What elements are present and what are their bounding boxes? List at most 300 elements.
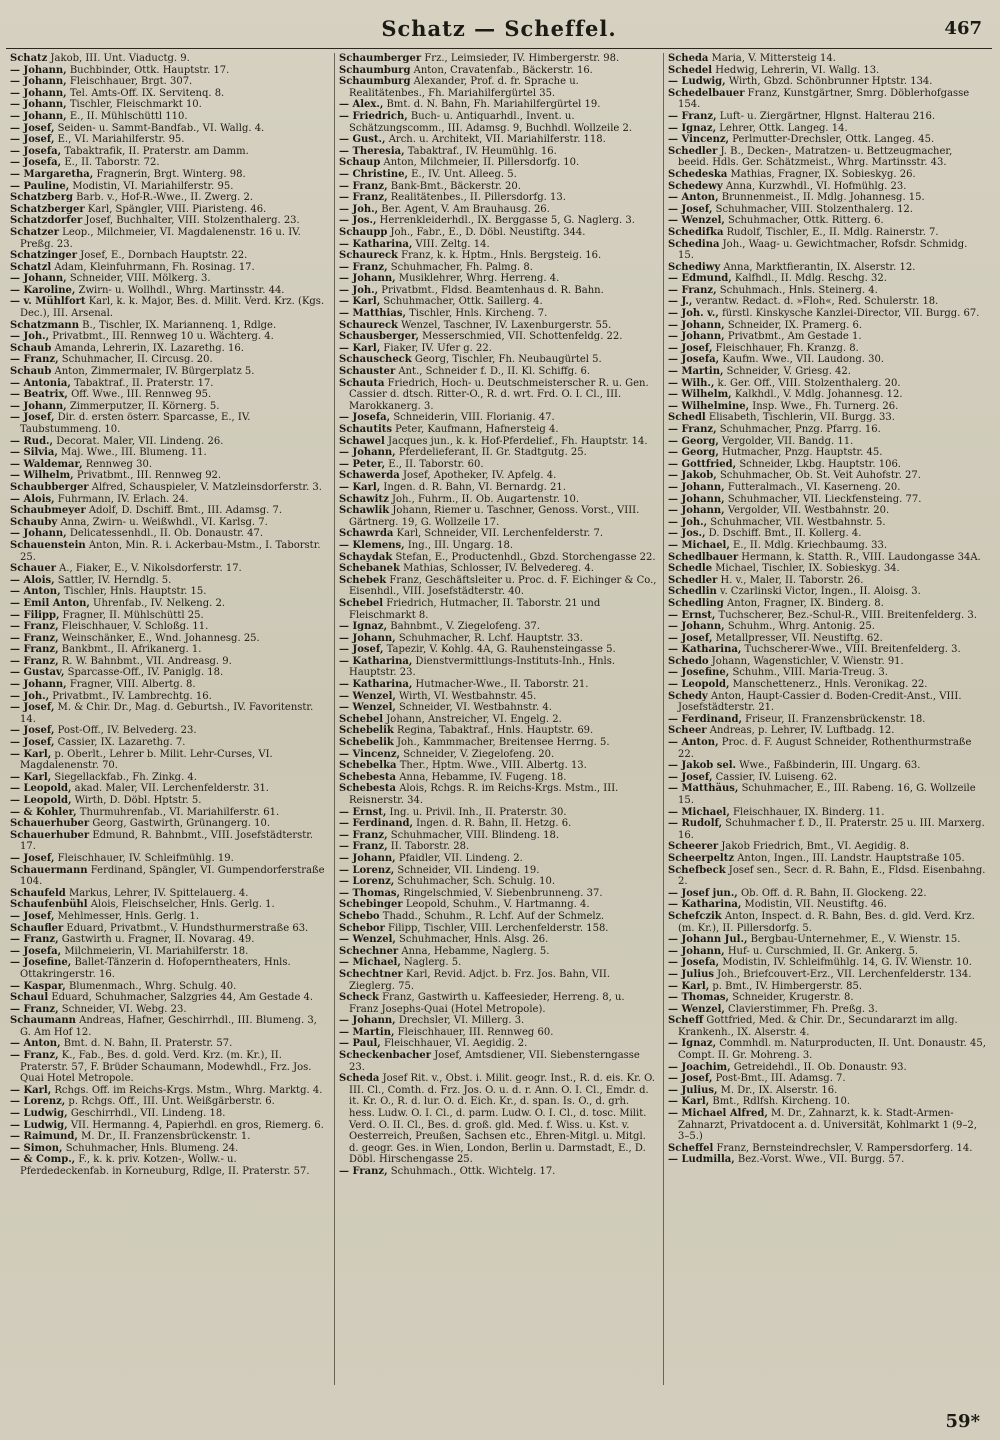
directory-entry: [10, 285, 328, 297]
entry-details: Joh., Briefcouvert-Erz., VII. Lerchenfelderstr. 134.: [713, 968, 972, 980]
directory-entry: [10, 1143, 328, 1155]
directory-entry: [339, 575, 657, 598]
entry-details: K., Fab., Bes. d. gold. Verd. Krz. (m. Kr.), II. Praterstr. 57, F. Brüder Schaumann, Modewhdl., Frz. Jos. Quai Hotel Metropole.: [20, 1050, 312, 1085]
entry-details: Modistin, IV. Schleifmühlg. 14, G. IV. Wienstr. 10.: [719, 957, 972, 969]
entry-details: Vergolder, VII. Westbahnstr. 20.: [724, 505, 890, 517]
entry-details: Ingen. d. R. Bahn, II. Hetzg. 6.: [412, 818, 572, 830]
entry-name: — Josef,: [10, 910, 55, 922]
entry-name: — Johann,: [10, 273, 67, 285]
entry-details: E., II. Mühlschüttl 110.: [66, 110, 188, 122]
entry-details: Alois, Rchgs. R. im Reichs-Krgs. Mstm., III. Reisnerstr. 34.: [349, 783, 619, 806]
entry-details: Edmund, R. Bahnbmt., VIII. Josefstädterstr. 17.: [20, 829, 314, 853]
directory-entry: [339, 262, 657, 274]
entry-name: Schebek: [339, 574, 387, 586]
directory-entry: [668, 412, 986, 424]
entry-details: Schneider, VI. Westbahnstr. 4.: [395, 702, 552, 714]
entry-details: II. Taborstr. 28.: [387, 841, 470, 853]
entry-details: Georg, Gastwirth, Grünangerg. 10.: [89, 818, 271, 830]
entry-details: Fleischhauer, VI. Aegidig. 2.: [380, 1038, 528, 1050]
entry-name: — Josef,: [10, 852, 55, 864]
entry-name: Schedling: [668, 597, 724, 609]
entry-details: Tabaktraf., IV. Heumühlg. 16.: [404, 145, 557, 157]
directory-entry: [10, 586, 328, 598]
entry-name: Schauscheck: [339, 354, 412, 366]
entry-details: Eduard, Schuhmacher, Salzgries 44, Am Gestade 4.: [48, 992, 314, 1004]
entry-name: — J.,: [668, 296, 693, 308]
entry-details: Schneider, VII. Lindeng. 19.: [394, 864, 540, 876]
entry-details: Josef sen., Secr. d. R. Bahn, E., Fldsd. Eisenbahng. 2.: [678, 864, 986, 888]
directory-entry: [668, 772, 986, 784]
entry-details: Alexander, Prof. d. fr. Sprache u. Realitätenbes., Fh. Mariahilfergürtel 35.: [349, 76, 579, 99]
directory-entry: [10, 1154, 328, 1177]
entry-details: Maria, V. Mittersteig 14.: [708, 53, 836, 64]
directory-entry: [668, 633, 986, 645]
directory-entry: [339, 1038, 657, 1050]
entry-name: Schawitz: [339, 493, 389, 505]
directory-entry: [339, 760, 657, 772]
entry-name: Schaydak: [339, 551, 393, 563]
entry-name: — Josefa,: [10, 145, 62, 157]
entry-details: Gottfried, Med. & Chir. Dr., Secundararzt im allg. Krankenh., IX. Alserstr. 4.: [678, 1015, 958, 1038]
entry-name: Schebinger: [339, 899, 403, 911]
entry-name: — Kaspar,: [10, 980, 66, 992]
entry-name: — Gustav,: [10, 667, 65, 679]
entry-details: Schneider, VIII. Mölkerg. 3.: [66, 273, 211, 285]
entry-details: Schuhmacher, VII. Westbahnstr. 5.: [707, 516, 886, 528]
directory-entry: [668, 725, 986, 737]
directory-entry: [339, 714, 657, 726]
directory-entry: [10, 459, 328, 471]
directory-entry: [668, 610, 986, 622]
entry-details: verantw. Redact. d. »Floh«, Red. Schulerstr. 18.: [692, 296, 939, 308]
entry-details: Seiden- u. Sammt-Bandfab., VI. Wallg. 4.: [54, 122, 265, 134]
entry-name: Schawrda: [339, 528, 394, 540]
entry-details: Buchbinder, Ottk. Hauptstr. 17.: [66, 64, 230, 76]
directory-entry: [339, 204, 657, 216]
entry-name: — Margaretha,: [10, 168, 94, 180]
directory-entry: [10, 192, 328, 204]
directory-entry: [339, 818, 657, 830]
directory-entry: [339, 563, 657, 575]
entry-details: Johann, Wagenstichler, V. Wienstr. 91.: [708, 655, 904, 667]
directory-entry: [668, 123, 986, 135]
entry-details: Schneider, Krugerstr. 8.: [729, 992, 854, 1004]
entry-details: Tischler, Hnls. Kircheng. 7.: [405, 308, 548, 320]
entry-details: Thurmuhrenfab., VI. Mariahilferstr. 61.: [76, 806, 280, 818]
entry-name: Schaub: [10, 342, 52, 354]
entry-details: Anna, Hebamme, Naglerg. 5.: [398, 945, 550, 957]
directory-entry: [668, 1073, 986, 1085]
entry-details: Zwirn- u. Wollhdl., Whrg. Martinsstr. 44.: [75, 284, 285, 296]
directory-entry: [10, 957, 328, 980]
entry-name: — Karl,: [668, 980, 710, 992]
entry-details: Karl, Schneider, VII. Lerchenfelderstr. 7.: [393, 528, 604, 540]
directory-entry: [10, 296, 328, 319]
entry-name: — Karl,: [339, 481, 381, 493]
directory-entry: [668, 447, 986, 459]
entry-details: M. Dr., Zahnarzt, k. k. Stadt-Armen-Zahnarzt, Privatdocent a. d. Universität, Kohlmarkt 1 (9–2, 3–5.): [678, 1108, 977, 1143]
entry-name: — Karl,: [339, 342, 381, 354]
entry-name: — Franz,: [668, 424, 717, 435]
entry-name: — Ludwig,: [10, 1108, 68, 1120]
entry-name: Schatz: [10, 53, 48, 64]
entry-name: — Josefa,: [668, 957, 720, 969]
entry-name: — Christine,: [339, 168, 408, 180]
directory-entry: [668, 401, 986, 413]
entry-details: Barb. v., Hof-R.-Wwe., II. Zwerg. 2.: [72, 192, 254, 204]
directory-entry: [339, 169, 657, 181]
entry-name: — Franz,: [10, 644, 59, 656]
entry-details: Jakob Friedrich, Bmt., VI. Aegidig. 8.: [718, 841, 910, 853]
entry-details: Tischler, Fleischmarkt 10.: [66, 99, 202, 111]
entry-name: — & Comp.,: [10, 1154, 76, 1166]
entry-details: Fragner, II. Mühlschüttl 25.: [59, 609, 204, 621]
entry-name: Schedelbauer: [668, 87, 745, 99]
directory-entry: [10, 992, 328, 1004]
directory-entry: [10, 934, 328, 946]
directory-entry: [668, 644, 986, 656]
entry-details: Modistin, VII. Neustiftg. 46.: [741, 899, 887, 911]
entry-name: — Wilhelm,: [10, 470, 74, 482]
entry-name: — Josef,: [10, 702, 55, 714]
directory-entry: [10, 702, 328, 725]
entry-details: Joh., Waag- u. Gewichtmacher, Rofsdr. Schmidg. 15.: [678, 238, 968, 262]
directory-entry: [668, 737, 986, 760]
directory-entry: [339, 923, 657, 935]
entry-details: Friedrich, Hoch- u. Deutschmeisterscher R. u. Gen. Cassier d. dtsch. Ritter-O., R. d. wrt. Frd. O. I. Cl., III. Marokkanerg. 3.: [349, 377, 649, 412]
directory-entry: [10, 644, 328, 656]
directory-entry: [339, 354, 657, 366]
entry-name: Schaubmeyer: [10, 505, 86, 517]
entry-details: Ther., Hptm. Wwe., VIII. Albertg. 13.: [396, 760, 587, 772]
entry-name: — Johann,: [668, 493, 725, 505]
entry-details: Wirth, VI. Westbahnstr. 45.: [395, 690, 537, 702]
directory-entry: [10, 598, 328, 610]
directory-entry: [668, 586, 986, 598]
entry-details: Friedrich, Hutmacher, II. Taborstr. 21 und Fleischmarkt 8.: [349, 597, 601, 621]
entry-name: — Johann,: [10, 99, 67, 111]
directory-entry: [339, 633, 657, 645]
entry-details: Bmt. d. N. Bahn, Fh. Mariahilfergürtel 19.: [383, 99, 601, 111]
entry-name: Schatzberger: [10, 203, 85, 215]
directory-entry: [339, 53, 657, 65]
entry-details: Uhrenfab., IV. Nelkeng. 2.: [89, 597, 225, 609]
entry-details: Anton, Inspect. d. R. Bahn, Bes. d. gld. Verd. Krz. (m. Kr.), II. Pillersdorfg. 5.: [678, 910, 975, 934]
directory-entry: [10, 389, 328, 401]
page-number: 467: [944, 18, 982, 39]
directory-entry: [10, 331, 328, 343]
directory-entry: [339, 227, 657, 239]
directory-columns: [6, 53, 992, 1385]
directory-entry: [10, 830, 328, 853]
entry-name: — Josef jun.,: [668, 887, 738, 899]
directory-entry: [10, 1085, 328, 1097]
directory-entry: [339, 702, 657, 714]
entry-name: — Wilhelmine,: [668, 400, 750, 412]
directory-entry: [668, 1038, 986, 1061]
entry-details: Tel. Amts-Off. IX. Servitenq. 8.: [66, 87, 225, 99]
entry-details: Ob. Off. d. R. Bahn, II. Glockeng. 22.: [737, 887, 927, 899]
directory-entry: [668, 215, 986, 227]
entry-name: — Jos.,: [668, 528, 706, 540]
entry-name: Scheffel: [668, 1142, 714, 1154]
entry-details: Gastwirth u. Fragner, II. Novarag. 49.: [58, 934, 255, 946]
entry-name: — Alois,: [10, 493, 55, 505]
entry-details: Post-Bmt., III. Adamsg. 7.: [712, 1073, 846, 1085]
entry-details: Pferdelieferant, II. Gr. Stadtgutg. 25.: [395, 447, 587, 459]
entry-name: — Josef,: [668, 632, 713, 644]
entry-details: F., k. k. priv. Kotzen-, Wollw.- u. Pferdedeckenfab. in Korneuburg, Rdlge, II. Praterstr. 57.: [20, 1154, 310, 1177]
entry-details: Maj. Wwe., III. Blumeng. 11.: [57, 447, 207, 459]
directory-entry: [339, 157, 657, 169]
entry-details: Wenzel, Taschner, IV. Laxenburgerstr. 55.: [397, 319, 612, 331]
entry-details: Brunnenmeist., II. Mdlg. Johannesg. 15.: [718, 192, 925, 204]
entry-name: — Josef,: [668, 342, 713, 354]
entry-name: — Franz,: [668, 110, 717, 122]
entry-details: Fragnerin, Brgt. Winterg. 98.: [93, 168, 246, 180]
entry-details: Schuhmach., Hnls. Steinerg. 4.: [716, 284, 878, 296]
directory-entry: [10, 482, 328, 494]
entry-details: Getreidehdl., II. Ob. Donaustr. 93.: [730, 1061, 907, 1073]
entry-details: Fuhrmann, IV. Erlach. 24.: [54, 493, 189, 505]
entry-name: Schedlbauer: [668, 551, 739, 563]
directory-entry: [10, 853, 328, 865]
entry-details: Schneider, V. Ziegelofeng. 20.: [400, 748, 555, 760]
entry-details: Anna, Kurzwhdl., VI. Hofmühlg. 23.: [722, 180, 907, 192]
entry-name: — Julius: [668, 968, 714, 980]
directory-entry: [10, 470, 328, 482]
entry-details: Elisabeth, Tischlerin, VII. Burgg. 33.: [705, 412, 895, 424]
directory-entry: [339, 447, 657, 459]
directory-entry: [339, 830, 657, 842]
entry-details: Mathias, Schlosser, IV. Belvedereg. 4.: [399, 563, 594, 575]
directory-entry: [10, 1120, 328, 1132]
directory-entry: [668, 470, 986, 482]
entry-details: Zimmerputzer, II. Körnerg. 5.: [66, 400, 220, 412]
entry-details: Franz, k. k. Hptm., Hnls. Bergsteig. 16.: [397, 250, 602, 262]
entry-details: Stefan, E., Productenhdl., Gbzd. Storchengasse 22.: [392, 551, 656, 563]
directory-entry: [339, 899, 657, 911]
directory-entry: [668, 598, 986, 610]
directory-entry: [10, 1038, 328, 1050]
directory-entry: [10, 378, 328, 390]
entry-name: — Franz,: [339, 1166, 388, 1177]
directory-entry: [10, 99, 328, 111]
entry-name: Schebel: [339, 713, 384, 725]
entry-details: Anton, Ingen., III. Landstr. Hauptstraße 105.: [734, 852, 965, 864]
entry-name: Schebel: [339, 597, 384, 609]
entry-name: Schaumberger: [339, 53, 422, 64]
entry-name: — Josefa,: [339, 412, 391, 424]
entry-details: Fleischhauer, III. Rennweg 60.: [394, 1026, 554, 1038]
entry-name: — Katharina,: [339, 679, 413, 691]
entry-name: — Karl,: [10, 1084, 52, 1096]
entry-details: Milchmeierin, VI. Mariahilferstr. 18.: [61, 945, 249, 957]
entry-name: — Josef,: [339, 644, 384, 656]
entry-name: — Wenzel,: [339, 934, 396, 946]
entry-name: Schaureck: [339, 319, 398, 331]
directory-entry: [668, 111, 986, 123]
entry-details: Perlmutter-Drechsler, Ottk. Langeg. 45.: [729, 134, 935, 146]
directory-entry: [339, 656, 657, 679]
entry-name: — Vincenz,: [668, 134, 730, 146]
entry-details: Adolf, D. Dschiff. Bmt., III. Adamsg. 7.: [85, 505, 283, 517]
directory-entry: [339, 215, 657, 227]
entry-name: Schedl: [668, 412, 706, 424]
entry-details: Schneider, V. Griesg. 42.: [723, 366, 851, 378]
directory-entry: [339, 192, 657, 204]
entry-details: Schuhmach., Ottk. Wichtelg. 17.: [387, 1166, 556, 1177]
entry-name: — Johann,: [10, 679, 67, 691]
entry-details: Hermann, k. Statth. R., VIII. Laudongasse 34A.: [738, 551, 981, 563]
entry-details: Delicatessenhdl., II. Ob. Donaustr. 47.: [66, 528, 264, 540]
directory-entry: [10, 865, 328, 888]
page-header: [6, 14, 992, 49]
entry-name: — Katharina,: [339, 655, 413, 667]
entry-name: — Johann Jul.,: [668, 934, 748, 946]
entry-name: — Matthias,: [339, 308, 406, 320]
entry-name: — Johann,: [339, 632, 396, 644]
directory-entry: [668, 53, 986, 65]
entry-details: Jakob, III. Unt. Viaductg. 9.: [47, 53, 190, 64]
entry-name: — Wenzel,: [339, 690, 396, 702]
directory-entry: [339, 308, 657, 320]
directory-entry: [339, 528, 657, 540]
entry-name: — Anton,: [668, 737, 719, 749]
entry-details: Weinschänker, E., Wnd. Johannesg. 25.: [58, 632, 260, 644]
entry-details: Arch. u. Architekt, VII. Mariahilferstr. 118.: [385, 134, 606, 146]
entry-details: Tabaktrafik, II. Praterstr. am Damm.: [61, 145, 249, 157]
entry-name: — Franz,: [339, 841, 388, 853]
directory-entry: [339, 99, 657, 111]
entry-details: Huf- u. Curschmied, II. Gr. Ankerg. 5.: [724, 945, 919, 957]
entry-name: Schauermann: [10, 864, 88, 876]
entry-name: — Michael,: [339, 957, 401, 969]
entry-name: — Katharina,: [668, 644, 742, 656]
entry-details: Manschettenerz., Hnls. Veronikag. 22.: [729, 679, 928, 691]
entry-name: — Franz,: [339, 192, 388, 204]
entry-name: Schaureck: [339, 250, 398, 262]
entry-name: — Franz,: [10, 655, 59, 667]
directory-entry: [339, 366, 657, 378]
entry-details: Messerschmied, VII. Schottenfeldg. 22.: [418, 331, 623, 343]
directory-entry: [10, 1015, 328, 1038]
sheet-signature: 59*: [945, 1411, 980, 1432]
directory-entry: [668, 540, 986, 552]
directory-entry: [339, 1027, 657, 1039]
directory-entry: [339, 239, 657, 251]
entry-details: v. Czarlinski Victor, Ingen., II. Aloisg. 3.: [716, 586, 921, 598]
entry-details: E., II. Mdlg. Kriechbaumg. 33.: [729, 539, 888, 551]
directory-entry: [668, 273, 986, 285]
entry-name: — Theresia,: [339, 145, 405, 157]
directory-entry: [10, 981, 328, 993]
entry-name: — Josefine,: [10, 957, 72, 969]
entry-name: — Franz,: [10, 354, 59, 366]
entry-details: Josef, Buchhalter, VIII. Stolzenthalerg. 23.: [82, 215, 300, 227]
entry-name: — Antonia,: [10, 377, 71, 389]
entry-name: Schechner: [339, 945, 399, 957]
directory-entry: [339, 552, 657, 564]
entry-details: Buch- u. Antiquarhdl., Invent. u. Schätzungscomm., III. Adamsg. 9, Buchhdl. Wollzeile 2.: [349, 110, 633, 134]
entry-details: D. Dschiff. Bmt., II. Kollerg. 4.: [705, 528, 862, 540]
entry-details: Kalfhdl., II. Mdlg. Reschg. 32.: [731, 273, 887, 285]
entry-details: Adam, Kleinfuhrmann, Fh. Rosinag. 17.: [51, 261, 255, 273]
entry-details: Proc. d. F. August Schneider, Rothenthurmstraße 22.: [678, 737, 972, 760]
entry-details: Blumenmach., Whrg. Schulg. 40.: [65, 980, 237, 992]
entry-name: Schebanek: [339, 563, 400, 575]
entry-details: Bez.-Vorst. Wwe., VII. Burgg. 57.: [734, 1154, 905, 1166]
entry-details: Johann, Riemer u. Taschner, Genoss. Vorst., VIII. Gärtnerg. 19, G. Wollzeile 17.: [349, 505, 640, 528]
entry-details: Schneiderin, VIII. Florianig. 47.: [390, 412, 555, 424]
entry-name: — Martin,: [339, 1026, 395, 1038]
directory-entry: [668, 239, 986, 262]
entry-name: — Anton,: [10, 1038, 61, 1050]
entry-details: Lehrer, Ottk. Langeg. 14.: [716, 122, 848, 134]
entry-details: Tapezir, V. Kohlg. 4A, G. Rauhensteingasse 5.: [383, 644, 616, 656]
entry-name: Schefczik: [668, 910, 722, 922]
entry-name: — Johann,: [10, 110, 67, 122]
directory-entry: [10, 621, 328, 633]
column-1: [6, 53, 335, 1385]
entry-details: Anna, Marktfierantin, IX. Alserstr. 12.: [720, 261, 916, 273]
entry-name: — Johann,: [339, 447, 396, 459]
entry-details: H. v., Maler, II. Taborstr. 26.: [717, 574, 864, 586]
directory-entry: [668, 146, 986, 169]
entry-name: — Waldemar,: [10, 458, 83, 470]
directory-entry: [10, 528, 328, 540]
directory-entry: [339, 424, 657, 436]
directory-entry: [668, 760, 986, 772]
entry-name: — Thomas,: [339, 887, 401, 899]
directory-entry: [668, 436, 986, 448]
directory-entry: [10, 169, 328, 181]
entry-name: — Wenzel,: [339, 702, 396, 714]
entry-details: Geschirrhdl., VII. Lindeng. 18.: [67, 1108, 226, 1120]
entry-name: Schebo: [339, 910, 380, 922]
entry-details: Hutmacher-Wwe., II. Taborstr. 21.: [412, 679, 589, 691]
entry-details: Schuhmacher, Hnls. Alsg. 26.: [395, 934, 549, 946]
entry-name: — Joachim,: [668, 1061, 731, 1073]
entry-name: — Joh.,: [339, 284, 379, 296]
entry-name: — Pauline,: [10, 180, 70, 192]
entry-name: — Friedrich,: [339, 110, 408, 122]
directory-entry: [668, 366, 986, 378]
entry-details: Schneider, IX. Pramerg. 6.: [724, 319, 863, 331]
entry-name: Schaubberger: [10, 481, 89, 493]
entry-name: — Paul,: [339, 1038, 381, 1050]
directory-entry: [668, 575, 986, 587]
directory-entry: [668, 563, 986, 575]
directory-entry: [668, 1108, 986, 1143]
directory-entry: [339, 76, 657, 99]
directory-entry: [668, 783, 986, 806]
entry-name: — Rud.,: [10, 435, 54, 447]
directory-entry: [339, 482, 657, 494]
entry-details: Herrenkleiderhdl., IX. Berggasse 5, G. Naglerg. 3.: [376, 215, 635, 227]
entry-details: Regina, Tabaktraf., Hnls. Hauptstr. 69.: [393, 725, 594, 737]
directory-entry: [668, 204, 986, 216]
entry-name: — Johann,: [339, 1015, 396, 1027]
entry-details: E., IV. Unt. Alleeg. 5.: [407, 168, 517, 180]
directory-entry: [668, 320, 986, 332]
entry-name: — Joh. v.,: [668, 308, 719, 320]
directory-entry: [10, 354, 328, 366]
directory-entry: [668, 981, 986, 993]
directory-entry: [339, 65, 657, 77]
entry-details: Pfaidler, VII. Lindeng. 2.: [395, 852, 523, 864]
directory-entry: [668, 656, 986, 668]
